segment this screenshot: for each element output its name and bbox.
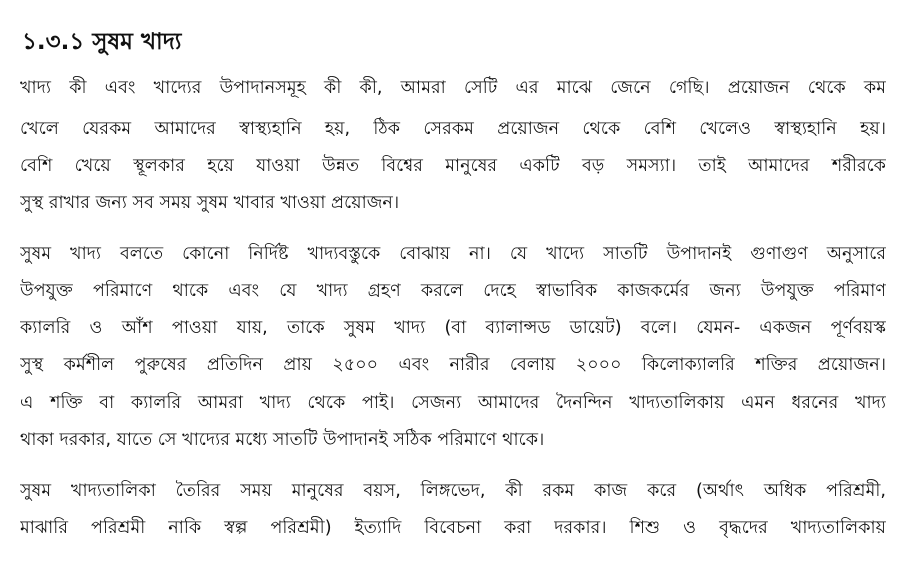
paragraph-2-line-2: উপযুক্ত পরিমাণে থাকে এবং যে খাদ্য গ্রহণ করলে দেহে স্বাভাবিক কাজকর্মের জন্য উপযুক্ত পরিমাণ <box>20 281 886 301</box>
paragraph-1-line-3: বেশি খেয়ে স্থূলকার হয়ে যাওয়া উন্নত বিশ্বের মানুষের একটি বড় সমস্যা। তাই আমাদের শরীরকে <box>20 156 886 176</box>
paragraph-3-line-2: মাঝারি পরিশ্রমী নাকি স্বল্প পরিশ্রমী) ইত্যাদি বিবেচনা করা দরকার। শিশু ও বৃদ্ধদের খাদ্যতালিকায় <box>20 518 886 538</box>
paragraph-3-line-1: সুষম খাদ্যতালিকা তৈরির সময় মানুষের বয়স, লিঙ্গভেদ, কী রকম কাজ করে (অর্থাৎ অধিক পরিশ্রমী, <box>20 481 886 501</box>
paragraph-2-line-3: ক্যালরি ও আঁশ পাওয়া যায়, তাকে সুষম খাদ্য (বা ব্যালান্সড ডায়েট) বলে। যেমন- একজন পূর্ণবয়স্ক <box>20 318 886 338</box>
paragraph-2-line-1: সুষম খাদ্য বলতে কোনো নির্দিষ্ট খাদ্যবস্তুকে বোঝায় না। যে খাদ্যে সাতটি উপাদানই গুণাগুণ অনুসারে <box>20 244 886 264</box>
paragraph-2-line-6: থাকা দরকার, যাতে সে খাদ্যের মধ্যে সাতটি উপাদানই সঠিক পরিমাণে থাকে। <box>20 430 545 450</box>
paragraph-1-line-1: খাদ্য কী এবং খাদ্যের উপাদানসমূহ কী কী, আমরা সেটি এর মাঝে জেনে গেছি। প্রয়োজন থেকে কম <box>20 78 886 98</box>
paragraph-2-line-4: সুস্থ কর্মশীল পুরুষের প্রতিদিন প্রায় ২৫০০ এবং নারীর বেলায় ২০০০ কিলোক্যালরি শক্তির প্রয়োজন। <box>20 355 886 375</box>
paragraph-1-line-4: সুস্থ রাখার জন্য সব সময় সুষম খাবার খাওয়া প্রয়োজন। <box>20 193 400 213</box>
section-heading: ১.৩.১ সুষম খাদ্য <box>22 29 182 55</box>
paragraph-1-line-2: খেলে যেরকম আমাদের স্বাস্থ্যহানি হয়, ঠিক সেরকম প্রয়োজন থেকে বেশি খেলেও স্বাস্থ্যহানি হয়। <box>20 119 886 139</box>
paragraph-2-line-5: এ শক্তি বা ক্যালরি আমরা খাদ্য থেকে পাই। সেজন্য আমাদের দৈনন্দিন খাদ্যতালিকায় এমন ধরনের খাদ্য <box>20 393 886 413</box>
